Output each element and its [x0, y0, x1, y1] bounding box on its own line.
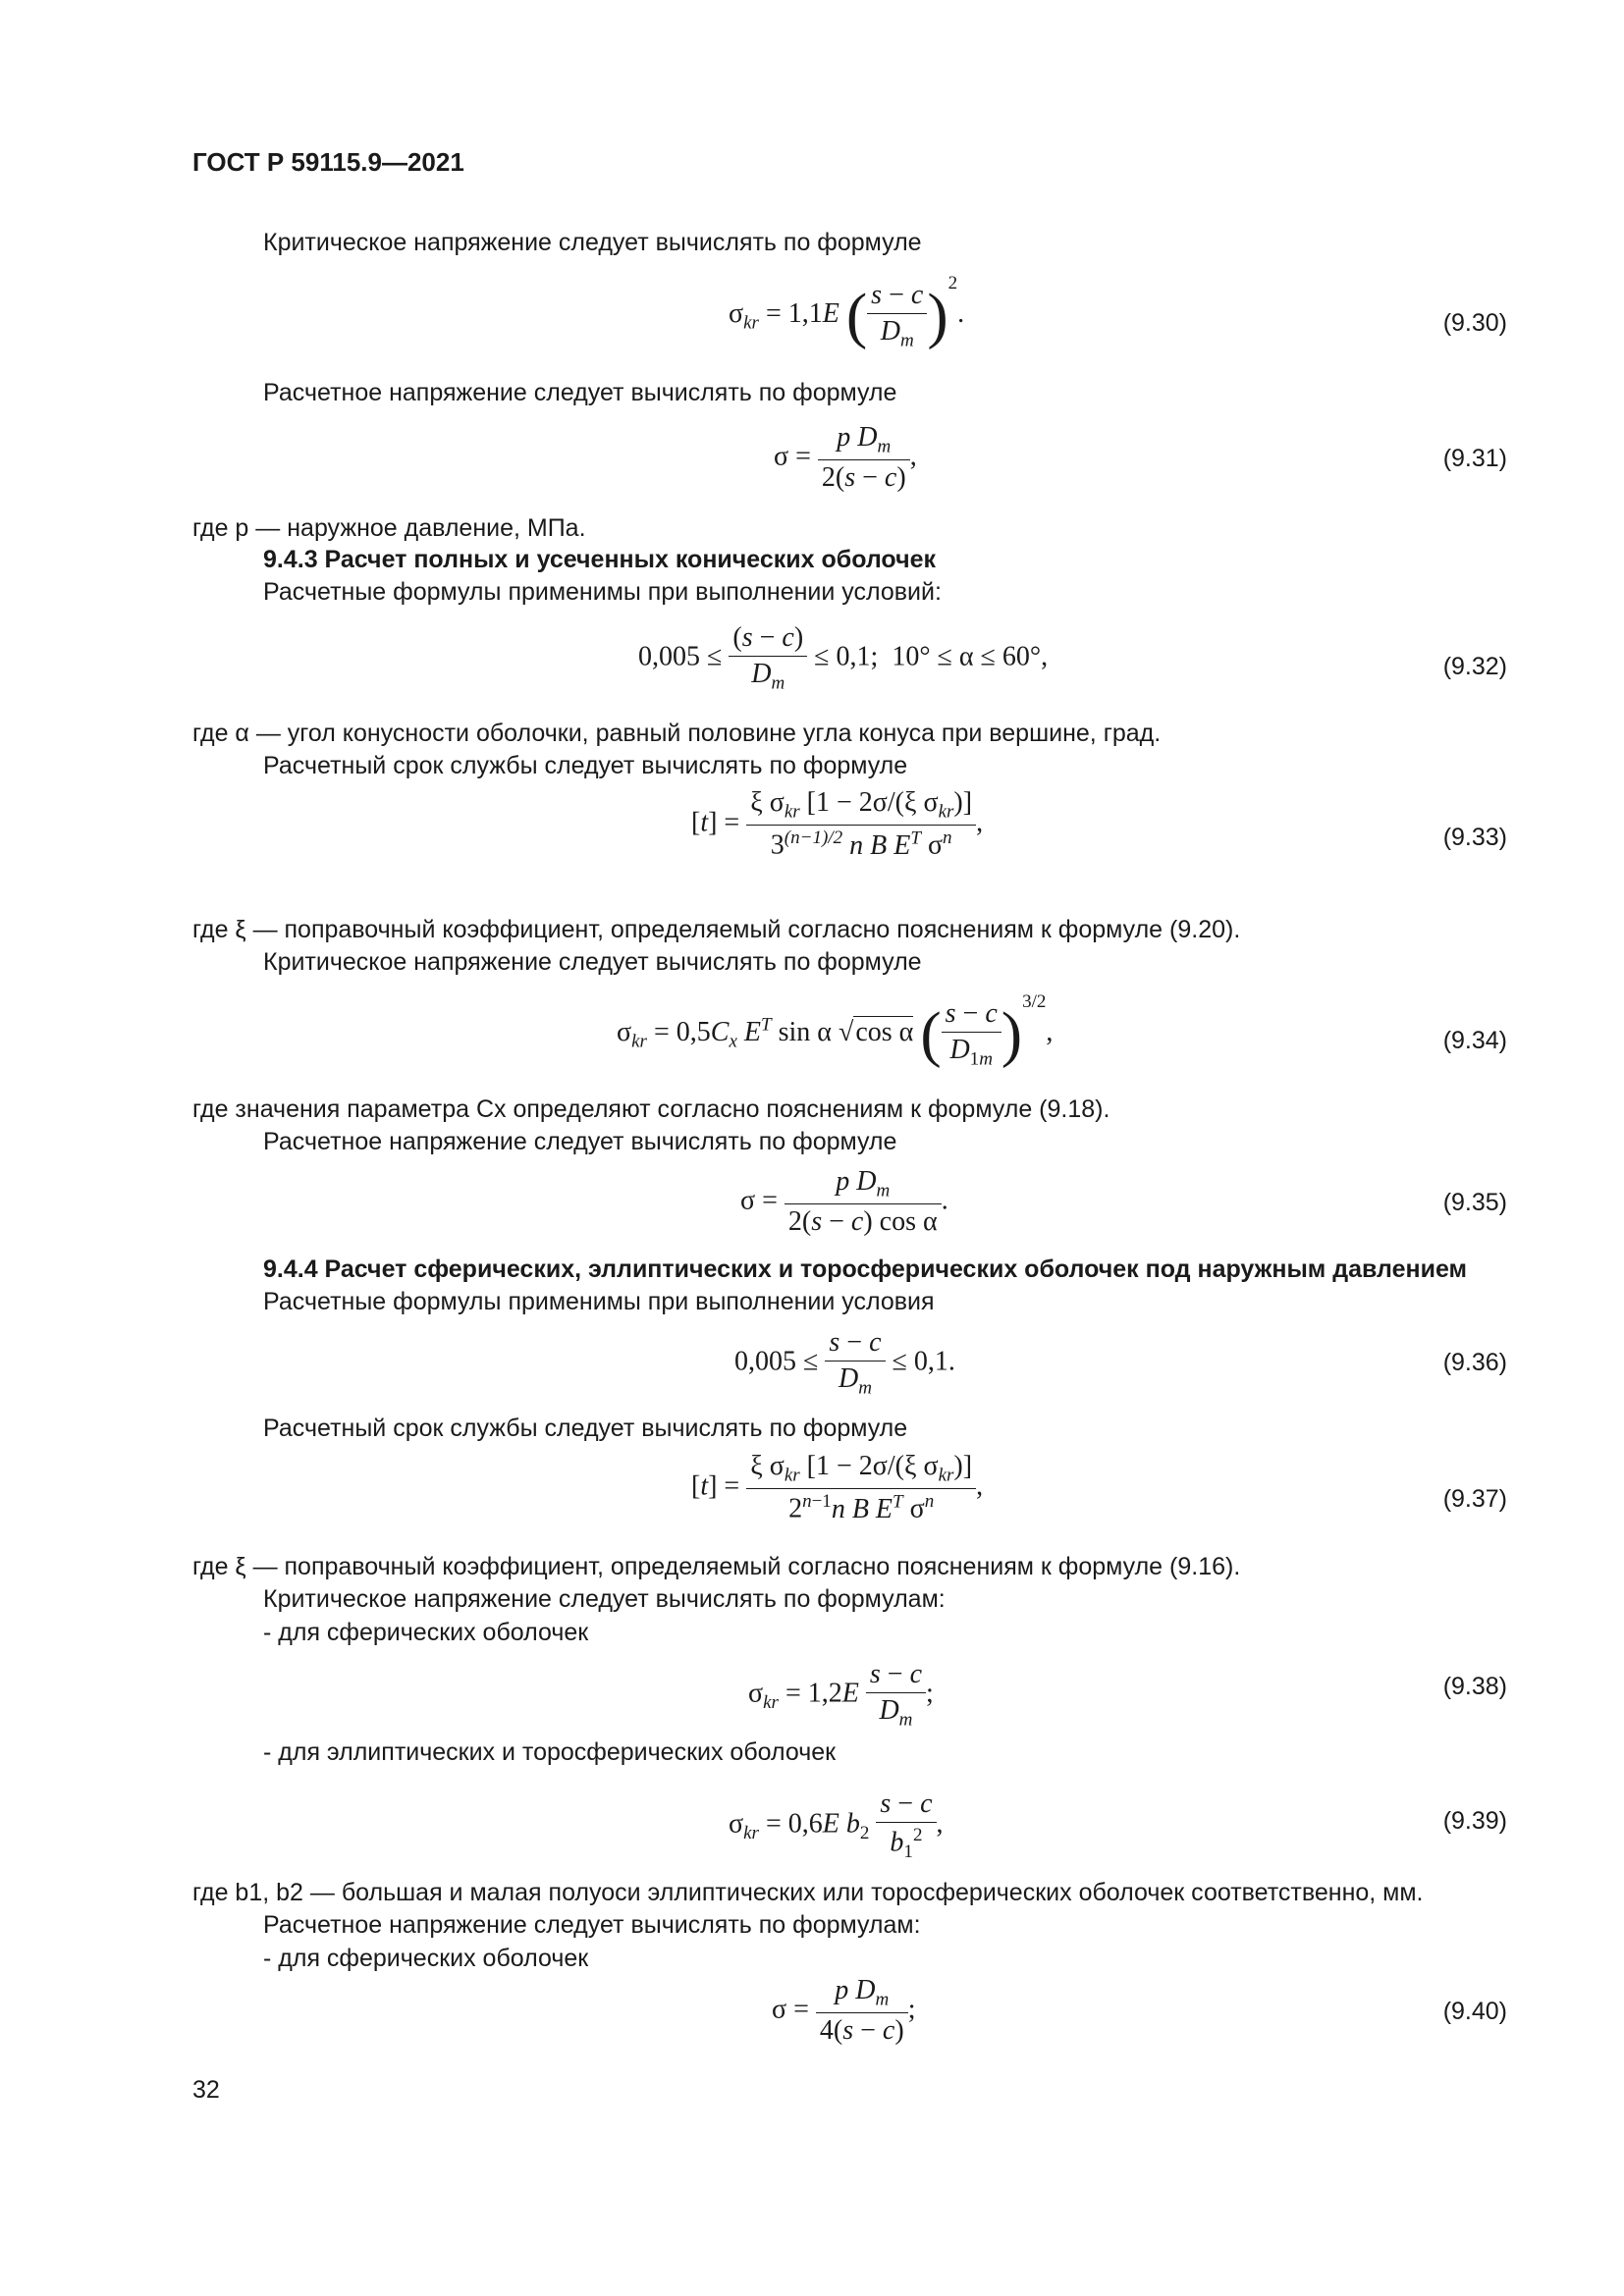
formula-9-36: 0,005 ≤ $\frac{s - c}{D_m}$ ≤ 0,1.	[734, 1327, 955, 1399]
paragraph-service-life-1: Расчетный срок службы следует вычислять по формуле	[263, 752, 908, 779]
list-item-spherical-2: - для сферических оболочек	[263, 1945, 589, 1972]
list-item-elliptical: - для эллиптических и торосферических оболочек	[263, 1738, 837, 1766]
formula-9-30: $\sigma_{kr} = 1,1E$ ( $\frac{s - c}{D_m}$ )$^2$.	[729, 273, 965, 351]
paragraph-critical-stress-1: Критическое напряжение следует вычислять по формуле	[263, 229, 922, 256]
explanation-cx: где значения параметра Cx определяют согласно пояснениям к формуле (9.18).	[192, 1095, 1110, 1123]
equation-number-9-36: (9.36)	[1442, 1349, 1507, 1376]
paragraph-calc-stress-3: Расчетное напряжение следует вычислять по формулам:	[263, 1911, 921, 1939]
section-heading-9-4-4: 9.4.4 Расчет сферических, эллиптических и торосферических оболочек под наружным давлением	[263, 1255, 1468, 1283]
formula-9-32: 0,005 ≤ $\frac{(s - c)}{D_m}$ ≤ 0,1; 10° ≤ α ≤ 60°,	[638, 622, 1049, 694]
paragraph-calc-stress-1: Расчетное напряжение следует вычислять по формуле	[263, 379, 897, 406]
formula-9-33: [t] = $\frac{\xi \sigma_{kr} [1 - 2\sigma/(\xi \sigma_{kr})]}{3^{(n-1)/2} n B E^T \sigma^n}$ ,	[691, 787, 984, 861]
explanation-p: где p — наружное давление, МПа.	[192, 514, 586, 542]
equation-number-9-38: (9.38)	[1442, 1673, 1507, 1700]
equation-number-9-31: (9.31)	[1442, 445, 1507, 472]
equation-number-9-32: (9.32)	[1442, 653, 1507, 680]
formula-9-35: σ = $\frac{p D_m}{\text{2(s − c) cos α}}$ .	[740, 1166, 948, 1238]
paragraph-conditions-2: Расчетные формулы применимы при выполнении условия	[263, 1288, 935, 1315]
equation-number-9-30: (9.30)	[1442, 309, 1507, 337]
page-number: 32	[192, 2076, 220, 2104]
formula-9-38: $\sigma_{kr} = 1,2E$ $\frac{s - c}{D_m}$ ;	[748, 1659, 934, 1731]
paragraph-service-life-2: Расчетный срок службы следует вычислять по формуле	[263, 1415, 908, 1442]
equation-number-9-39: (9.39)	[1442, 1807, 1507, 1835]
section-heading-9-4-3: 9.4.3 Расчет полных и усеченных конических оболочек	[263, 546, 936, 573]
equation-number-9-35: (9.35)	[1442, 1189, 1507, 1216]
formula-9-40: σ = $\frac{p D_m}{4(s - c)}$ ;	[772, 1975, 916, 2047]
equation-number-9-40: (9.40)	[1442, 1998, 1507, 2025]
paragraph-critical-stress-3: Критическое напряжение следует вычислять по формулам:	[263, 1585, 946, 1613]
explanation-alpha: где α — угол конусности оболочки, равный половине угла конуса при вершине, град.	[192, 720, 1162, 747]
formula-9-31: σ = $\frac{p D_m}{2(s - c)}$ ,	[774, 422, 917, 494]
equation-number-9-37: (9.37)	[1442, 1485, 1507, 1513]
paragraph-critical-stress-2: Критическое напряжение следует вычислять по формуле	[263, 948, 922, 976]
formula-9-34: $\sigma_{kr} = 0,5C_x$ $E^T$ sin α √cos α ( $\frac{s - c}{D_{1m}}$ )$^{3/2}$,	[617, 991, 1054, 1070]
paragraph-calc-stress-2: Расчетное напряжение следует вычислять по формуле	[263, 1128, 897, 1155]
explanation-xi-1: где ξ — поправочный коэффициент, определяемый согласно пояснениям к формуле (9.20).	[192, 916, 1241, 943]
explanation-xi-2: где ξ — поправочный коэффициент, определяемый согласно пояснениям к формуле (9.16).	[192, 1553, 1241, 1580]
paragraph-conditions-1: Расчетные формулы применимы при выполнении условий:	[263, 578, 942, 606]
explanation-b: где b1, b2 — большая и малая полуоси эллиптических или торосферических оболочек соответственно, мм.	[192, 1879, 1424, 1906]
formula-9-37: [t] = $\frac{\xi \sigma_{kr} [1 - 2\sigma/(\xi \sigma_{kr})]}{2^{n-1}n B E^T \sigma^n}$ ,	[691, 1451, 984, 1524]
equation-number-9-34: (9.34)	[1442, 1027, 1507, 1054]
equation-number-9-33: (9.33)	[1442, 824, 1507, 851]
formula-9-39: $\sigma_{kr} = 0,6E$ $b_2$ $\frac{s - c}{b_1^2}$ ,	[729, 1789, 944, 1863]
list-item-spherical-1: - для сферических оболочек	[263, 1619, 589, 1646]
document-header: ГОСТ Р 59115.9—2021	[192, 147, 464, 177]
